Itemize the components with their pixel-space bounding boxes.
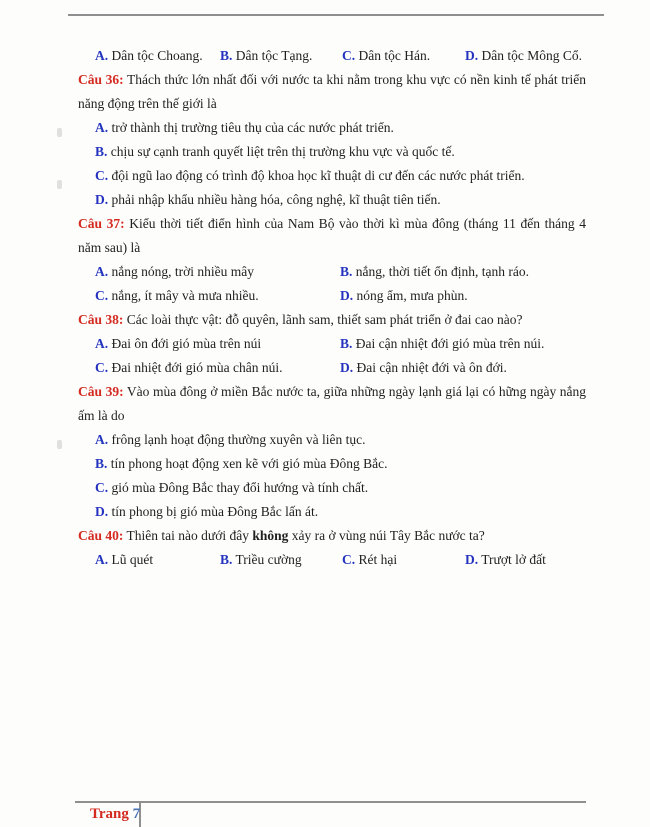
option-text: chịu sự cạnh tranh quyết liệt trên thị trường khu vực và quốc tế. (110, 144, 455, 159)
option-a (95, 260, 340, 284)
option-a (95, 116, 586, 140)
question-35-options-row (78, 44, 586, 68)
option-text: Dân tộc Mông Cổ. (481, 48, 582, 63)
option-text: Đai nhiệt đới gió mùa chân núi. (111, 360, 283, 375)
option-b (95, 140, 586, 164)
option-text: Dân tộc Choang. (111, 48, 203, 63)
question-39-label: Câu 39: (78, 384, 124, 399)
scan-artifact (57, 128, 62, 137)
option-text: nóng ẩm, mưa phùn. (356, 288, 468, 303)
footer-label: Trang (90, 806, 129, 822)
document-content (78, 44, 586, 572)
option-text: Triều cường (235, 552, 302, 567)
option-text: tín phong hoạt động xen kẽ với gió mùa Đông Bắc. (110, 456, 388, 471)
option-d (95, 500, 586, 524)
option-letter-b: B. (340, 264, 353, 279)
option-c (342, 44, 465, 68)
option-text: Trượt lở đất (481, 552, 546, 567)
question-40-options-row (78, 548, 586, 572)
page-number: 7 (132, 806, 141, 822)
option-letter-d: D. (95, 192, 109, 207)
question-40 (78, 524, 586, 548)
option-letter-b: B. (340, 336, 353, 351)
option-text: gió mùa Đông Bắc thay đổi hướng và tính chất. (111, 480, 369, 495)
option-c (95, 476, 586, 500)
option-letter-c: C. (95, 480, 109, 495)
option-text: Lũ quét (111, 552, 154, 567)
question-37-label: Câu 37: (78, 216, 125, 231)
question-39 (78, 380, 586, 428)
question-37-options (78, 260, 586, 308)
option-letter-d: D. (465, 552, 479, 567)
scan-artifact (57, 440, 62, 449)
option-d (95, 188, 586, 212)
option-b (220, 44, 342, 68)
scan-artifact (57, 180, 62, 189)
option-letter-a: A. (95, 432, 109, 447)
option-letter-b: B. (220, 552, 233, 567)
footer-rule (75, 801, 586, 803)
option-b (95, 452, 586, 476)
question-39-text: Vào mùa đông ở miền Bắc nước ta, giữa những ngày lạnh giá lại có hững ngày nắng ấm là do (78, 384, 587, 423)
question-40-text-before: Thiên tai nào dưới đây (126, 528, 249, 543)
question-38-text: Các loài thực vật: đỗ quyên, lãnh sam, thiết sam phát triển ở đai cao nào? (126, 312, 523, 327)
option-text: trở thành thị trường tiêu thụ của các nước phát triển. (111, 120, 394, 135)
question-36-label: Câu 36: (78, 72, 124, 87)
page-footer (90, 803, 140, 825)
question-36-text: Thách thức lớn nhất đối với nước ta khi nằm trong khu vực có nền kinh tế phát triển năng động trên thế giới là (78, 72, 586, 111)
question-39-options (78, 428, 586, 524)
question-37 (78, 212, 586, 260)
option-text: đội ngũ lao động có trình độ khoa học kĩ thuật di cư đến các nước phát triển. (111, 168, 525, 183)
option-a (95, 548, 220, 572)
option-letter-a: A. (95, 120, 109, 135)
option-d (340, 356, 586, 380)
option-text: Dân tộc Hán. (358, 48, 431, 63)
option-letter-b: B. (95, 456, 108, 471)
option-text: nắng nóng, trời nhiều mây (111, 264, 254, 279)
option-b (340, 332, 586, 356)
option-a (95, 332, 340, 356)
question-36 (78, 68, 586, 116)
option-letter-c: C. (95, 288, 109, 303)
option-text: nắng, thời tiết ổn định, tạnh ráo. (355, 264, 529, 279)
option-letter-a: A. (95, 48, 109, 63)
option-text: Rét hại (358, 552, 398, 567)
option-c (95, 284, 340, 308)
question-37-text: Kiểu thời tiết điển hình của Nam Bộ vào thời kì mùa đông (tháng 11 đến tháng 4 năm sau) là (78, 216, 586, 255)
option-letter-d: D. (95, 504, 109, 519)
option-text: frông lạnh hoạt động thường xuyên và liên tục. (111, 432, 366, 447)
question-40-text-after: xảy ra ở vùng núi Tây Bắc nước ta? (291, 528, 485, 543)
option-c (342, 548, 465, 572)
option-letter-c: C. (342, 48, 356, 63)
option-d (465, 44, 586, 68)
question-38-options (78, 332, 586, 380)
option-text: phải nhập khẩu nhiều hàng hóa, công nghệ, kĩ thuật tiên tiến. (111, 192, 441, 207)
option-letter-b: B. (95, 144, 108, 159)
header-rule (68, 14, 604, 16)
option-text: Đai cận nhiệt đới gió mùa trên núi. (355, 336, 545, 351)
option-d (465, 548, 586, 572)
question-38-label: Câu 38: (78, 312, 124, 327)
option-a (95, 44, 220, 68)
option-text: Dân tộc Tạng. (235, 48, 313, 63)
option-b (220, 548, 342, 572)
option-text: Đai ôn đới gió mùa trên núi (111, 336, 262, 351)
option-b (340, 260, 586, 284)
option-c (95, 164, 586, 188)
option-letter-c: C. (342, 552, 356, 567)
option-letter-c: C. (95, 168, 109, 183)
option-letter-a: A. (95, 264, 109, 279)
option-d (340, 284, 586, 308)
question-40-emphasis: không (252, 528, 289, 543)
option-letter-a: A. (95, 552, 109, 567)
question-36-options (78, 116, 586, 212)
option-text: tín phong bị gió mùa Đông Bắc lấn át. (111, 504, 319, 519)
option-letter-b: B. (220, 48, 233, 63)
option-c (95, 356, 340, 380)
question-38 (78, 308, 586, 332)
option-letter-a: A. (95, 336, 109, 351)
option-text: nắng, ít mây và mưa nhiều. (111, 288, 259, 303)
option-letter-d: D. (340, 360, 354, 375)
option-letter-d: D. (340, 288, 354, 303)
question-40-label: Câu 40: (78, 528, 124, 543)
option-letter-d: D. (465, 48, 479, 63)
option-text: Đai cận nhiệt đới và ôn đới. (356, 360, 507, 375)
option-a (95, 428, 586, 452)
option-letter-c: C. (95, 360, 109, 375)
